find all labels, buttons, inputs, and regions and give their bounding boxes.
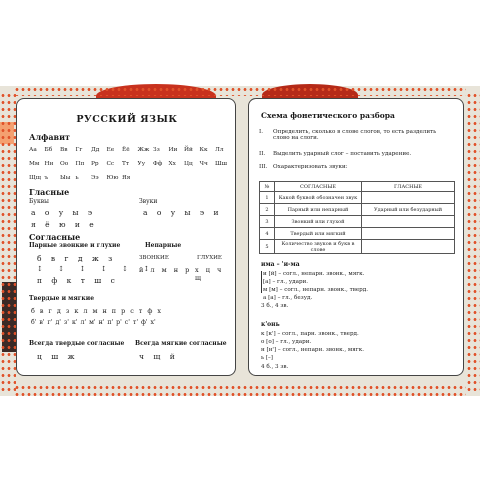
sounds-label: Звуки — [139, 198, 158, 205]
instruction-item — [259, 164, 449, 170]
instruction-item — [259, 129, 449, 141]
table-cell: 4 — [260, 228, 275, 240]
alphabet-letter: Вв — [60, 147, 68, 153]
example-line: к [к'] – согл., парн. звонк., тверд. — [261, 331, 359, 337]
instruction-number: III. — [259, 164, 268, 170]
alphabet-row — [29, 157, 231, 171]
example-word — [261, 321, 280, 328]
phonetic-scheme-title: Схема фонетического разбора — [261, 111, 395, 120]
alphabet-letter: Дд — [91, 147, 100, 153]
instruction-text: Охарактеризовать звуки: — [273, 164, 348, 170]
alphabet-letter: Юю — [106, 175, 119, 181]
hard-soft-heading: Твердые и мягкие — [29, 295, 95, 302]
example-word-text: к'онь — [261, 321, 280, 328]
hard-consonants-row: б в г д з к л м н п р с т ф х — [31, 307, 162, 315]
example-summary: 4 б., 3 зв. — [261, 364, 289, 370]
table-cell — [362, 216, 455, 228]
alphabet-letter: Сс — [106, 161, 115, 167]
always-soft-label: Всегда мягкие согласные — [135, 340, 227, 347]
table-cell: Ударный или безударный — [362, 204, 455, 216]
voiced-label: ЗВОНКИЕ — [139, 255, 169, 261]
vowel-letters-soft: я ё ю и е — [31, 220, 95, 229]
alphabet-letter: ь — [75, 175, 79, 181]
example-word — [261, 261, 300, 268]
soft-consonants-row: б' в' г' д' з' к' л' м' н' п' р' с' т' ф' х' — [31, 319, 156, 326]
alphabet-letter: Шш — [215, 161, 228, 167]
consonants-heading: Согласные — [29, 232, 81, 242]
alphabet-row — [29, 143, 231, 157]
example-summary: 3 б., 4 зв. — [261, 303, 289, 309]
instruction-number: II. — [259, 151, 266, 157]
vowels-heading: Гласные — [29, 187, 70, 197]
alphabet-letter: Чч — [199, 161, 208, 167]
table-cell — [362, 228, 455, 240]
vowel-letters-hard: а о у ы э — [31, 208, 94, 217]
table-cell: Звонкий или глухой — [275, 216, 362, 228]
alphabet-letter: Йй — [184, 147, 193, 153]
example-line: о [о] – гл., удари. — [261, 339, 312, 345]
vowel-sounds: а о у ы э и — [143, 208, 220, 217]
alphabet-letter: Аа — [29, 147, 37, 153]
page-title: РУССКИЙ ЯЗЫК — [76, 114, 178, 125]
example-line: м [м] – согл., непарн. звонк., тверд. — [263, 287, 368, 293]
example-line: а [а] – гл., безуд. — [263, 295, 313, 301]
alphabet-letter: Уу — [137, 161, 146, 167]
alphabet-letter: Мм — [29, 161, 40, 167]
table-cell: 1 — [260, 192, 275, 204]
table-header: СОГЛАСНЫЕ — [275, 182, 362, 192]
paired-label: Парные звонкие и глухие — [29, 242, 121, 249]
alphabet-letter: Лл — [215, 147, 224, 153]
table-header: № — [260, 182, 275, 192]
table-cell — [362, 192, 455, 204]
table-cell — [362, 240, 455, 254]
alphabet-letter: Фф — [153, 161, 163, 167]
alphabet-letter: Щщ — [29, 175, 42, 181]
table-header: ГЛАСНЫЕ — [362, 182, 455, 192]
pair-arrows: ↕ ↕ ↕ ↕ ↕ ↕ — [37, 265, 156, 273]
table-header-row — [260, 182, 455, 192]
cover-dot-pattern — [0, 92, 16, 392]
right-page — [248, 98, 464, 376]
alphabet-letter: Кк — [199, 147, 208, 153]
example-word-text: има – 'и-ма — [261, 261, 300, 268]
table-row — [260, 216, 455, 228]
alphabet-letter: Пп — [75, 161, 85, 167]
table-row — [260, 228, 455, 240]
alphabet-letter: Нн — [44, 161, 54, 167]
always-hard-label: Всегда твердые согласные — [29, 340, 125, 347]
paired-voiceless-letters: п ф к т ш с — [37, 276, 116, 285]
table-cell: 2 — [260, 204, 275, 216]
unpaired-voiced-letters: й л м н р — [139, 266, 191, 274]
table-cell: Твердый или мягкий — [275, 228, 362, 240]
always-hard-letters: ц ш ж — [37, 352, 76, 361]
alphabet-letter: Бб — [44, 147, 53, 153]
alphabet-letter: Рр — [91, 161, 99, 167]
paired-voiced-letters: б в г д ж з — [37, 254, 114, 263]
alphabet-letter: Жж — [137, 147, 150, 153]
always-soft-letters: ч щ й — [139, 352, 176, 361]
example-line: и [й] – согл., непарн. звонк., мягк. — [263, 271, 365, 277]
cover-dot-pattern — [14, 384, 466, 396]
table-row — [260, 204, 455, 216]
letters-label: Буквы — [29, 198, 49, 205]
instruction-item — [259, 151, 449, 157]
alphabet-row — [29, 171, 231, 185]
alphabet-letter: Ее — [106, 147, 115, 153]
alphabet-letter: ъ — [44, 175, 49, 181]
example-line: ь [–] — [261, 355, 273, 361]
alphabet-letter: Зз — [153, 147, 160, 153]
alphabet-letter: Ёё — [122, 147, 130, 153]
left-page — [16, 98, 236, 376]
alphabet-letter: Ээ — [91, 175, 99, 181]
table-cell: Парный или непарный — [275, 204, 362, 216]
alphabet-letter: Ии — [168, 147, 178, 153]
unpaired-voiceless-letters: х ц ч щ — [195, 266, 223, 282]
instruction-text: Выделить ударный слог – поставить ударение. — [273, 151, 412, 157]
alphabet-heading: Алфавит — [29, 132, 71, 142]
unpaired-label: Непарные — [145, 242, 182, 249]
cover-dot-pattern — [14, 86, 466, 96]
alphabet-letter: Яя — [122, 175, 131, 181]
table-cell: 3 — [260, 216, 275, 228]
alphabet-letter: Цц — [184, 161, 193, 167]
instruction-number: I. — [259, 129, 263, 135]
table-cell: 5 — [260, 240, 275, 254]
example-line: н [н'] – согл., непарн. звонк., мягк. — [261, 347, 364, 353]
example-line: [а] – гл., удари. — [263, 279, 309, 285]
alphabet-letter: Ыы — [60, 175, 71, 181]
phonetic-table — [259, 181, 455, 254]
alphabet-grid — [29, 143, 231, 185]
table-cell: Какой буквой обозначен звук — [275, 192, 362, 204]
table-cell: Количество звуков и букв в слове — [275, 240, 362, 254]
alphabet-letter: Тт — [122, 161, 130, 167]
instruction-text: Определить, сколько в слове слогов, то есть разделить слово на слоги. — [273, 129, 437, 141]
alphabet-letter: Хх — [168, 161, 176, 167]
cover-dot-pattern — [466, 92, 480, 392]
alphabet-letter: Гг — [75, 147, 83, 153]
table-row — [260, 240, 455, 254]
alphabet-letter: Оо — [60, 161, 69, 167]
table-row — [260, 192, 455, 204]
voiceless-label: ГЛУХИЕ — [197, 255, 222, 261]
